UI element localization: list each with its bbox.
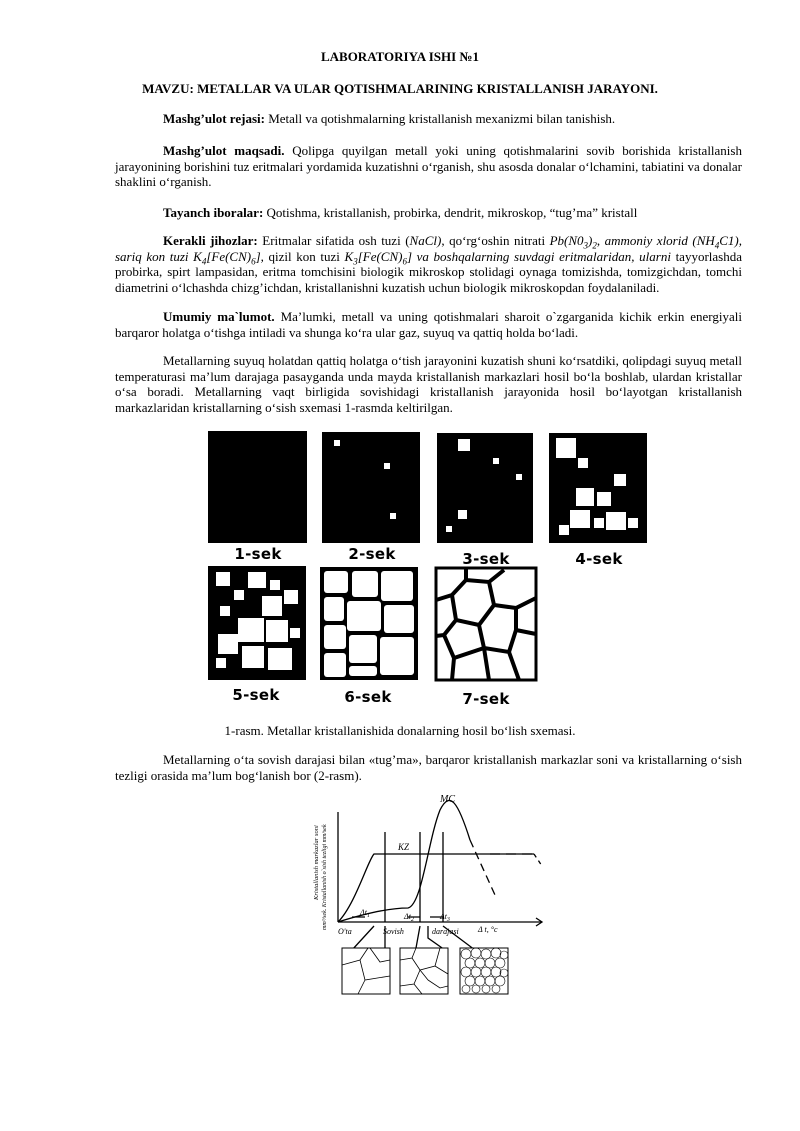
topic-title: MAVZU: METALLAR VA ULAR QOTISHMALARINING KRISTALLANISH JARAYONI.: [142, 81, 658, 96]
kz-curve: [338, 854, 534, 922]
stage-label-3: 3-sek: [462, 550, 510, 568]
umumiy-paragraph: [115, 309, 742, 340]
dt3-text: Δt: [440, 912, 447, 921]
tayanch-label: Tayanch iboralar:: [163, 205, 264, 220]
figure-1-caption: 1-rasm. Metallar kristallanishida donalarning hosil boʻlish sxemasi.: [224, 723, 576, 738]
formula-nacl: NaCl): [409, 233, 442, 248]
stage-5-panel: [208, 566, 306, 680]
stage-label-2: 2-sek: [348, 545, 396, 563]
formula-sariq-sub1: 4: [201, 256, 207, 267]
lab-title: LABORATORIYA ISHI №1: [320, 49, 480, 64]
formula-pb-a: Pb(N0: [549, 233, 584, 248]
jihozlar-text-5: qizil kon tuzi: [263, 248, 345, 264]
jihozlar-label: Kerakli jihozlar:: [163, 233, 258, 248]
formula-sariq-sub2: 6: [251, 256, 256, 267]
formula-pb-b: ): [588, 233, 593, 248]
formula-qizil-c: ] va boshqalarning suvdagi eritmalaridan, ularni: [406, 248, 671, 264]
formula-pb-sub1: 3: [583, 240, 589, 251]
grain-coarse: [342, 948, 390, 994]
formula-sariq: [115, 248, 264, 267]
formula-amm-a: ammoniy xlorid (NH: [604, 233, 715, 248]
stage-label-6: 6-sek: [344, 688, 392, 706]
x-label-sovish: Sovish: [383, 927, 404, 936]
x-label-dt: Δ t, °c: [478, 925, 498, 934]
formula-sariq-b: [Fe(CN): [206, 248, 252, 264]
stage-label-1: 1-sek: [234, 545, 282, 563]
grain-fine: [460, 948, 508, 994]
grain-medium: [400, 948, 448, 994]
stage-3-panel: [437, 433, 533, 543]
stage-4-panel: [549, 433, 647, 543]
stage-1-panel: [208, 431, 307, 543]
formula-pb: [549, 233, 597, 251]
jihozlar-paragraph: [115, 233, 742, 295]
formula-amm-b: C1),: [719, 233, 743, 248]
stage-7-panel: [436, 568, 536, 680]
formula-qizil: [344, 248, 671, 267]
jihozlar-text-2: , qoʻrgʻoshin nitrati: [441, 233, 550, 248]
x-label-darajasi: darajasi: [432, 927, 459, 936]
umumiy-text: Ma’lumki, metall va uning qotishmalari sharoit o`zgarganida kichik erkin energiyali barqaror holatga oʻtishga intiladi va shunga koʻra ular gaz, suyuq va qattiq holda boʻladi.: [115, 309, 743, 340]
formula-amm-sub: 4: [714, 240, 720, 251]
dt1-text: Δt: [360, 908, 367, 917]
maqsad-paragraph: [115, 143, 742, 190]
label-mc: MC: [440, 794, 455, 805]
maqsad-text: Qolipga quyilgan metall yoki uning qotishmalarini sovib borishida kristallanish jarayonining borishini tuz eritmalari yordamida kuzatishni oʻrganish, shu asosda donalar oʻlchamini, tabiatini va donalar shaklini oʻrganish.: [115, 143, 742, 189]
formula-qizil-a: K: [344, 248, 354, 264]
y-label-line2: mm³/sek. Kristallanish o`sish tezligi mm/sek: [322, 824, 328, 930]
stage-6-panel: [320, 567, 418, 680]
jihozlar-text-6: tayyorlashda probirka, spirt lampasidan, eritma tomchisini biologik mikroskop stolidagi oynaga tomizishda, tomizgichdan, tomchi diametrini oʻlchashda chizg’ichdan, kristallanishni kuzatish uchun biologik mikroskopdan foydalaniladi.: [115, 248, 742, 295]
figure-2-graph: [310, 790, 550, 1000]
dt3-sub: 3: [446, 917, 450, 923]
reja-label: Mashg’ulot rejasi:: [163, 111, 265, 126]
x-label-ota: O'ta: [338, 927, 352, 936]
figure-1-crystallization-stages: [204, 430, 594, 710]
formula-qizil-sub1: 3: [353, 256, 358, 267]
suyuq-paragraph: Metallarning suyuq holatdan qattiq holatga oʻtish jarayonini kuzatish shuni koʻrsatdiki, qolipdagi suyuq metall temperaturasi ma’lum darajaga pasayganda unda mayda kristallanish markazlari hosil boʻla boshlab, ulardan kristallar oʻsa boradi. Metallarning vaqt birligida sovishidagi kristallanish jarayonida hosil boʻlayotgan kristallanish markazlaridan kristallarning oʻsish sxemasi 1-rasmda keltirilgan.: [115, 353, 742, 415]
stage-2-panel: [322, 432, 420, 543]
formula-ammoniy: [604, 233, 743, 251]
stage-label-5: 5-sek: [232, 686, 280, 704]
stage-label-4: 4-sek: [575, 550, 623, 568]
label-dt2: [403, 912, 414, 923]
formula-sariq-c: ],: [255, 248, 264, 264]
reja-text: Metall va qotishmalarning kristallanish mexanizmi bilan tanishish.: [264, 111, 616, 126]
reja-paragraph: [115, 111, 742, 127]
tayanch-text: Qotishma, kristallanish, probirka, dendrit, mikroskop, “tug’ma” kristall: [263, 205, 638, 220]
label-kz: KZ: [398, 842, 410, 852]
umumiy-label: Umumiy ma`lumot.: [163, 309, 275, 324]
label-dt3: [439, 912, 450, 923]
mc-curve: [338, 800, 470, 922]
dt2-text: Δt: [404, 912, 411, 921]
formula-pb-sub2: 2: [592, 240, 597, 251]
jihozlar-text-1: Eritmalar sifatida osh tuzi (: [257, 233, 410, 248]
maqsad-label: Mashg’ulot maqsadi.: [163, 143, 285, 158]
formula-qizil-b: [Fe(CN): [357, 248, 403, 264]
sovish-paragraph: Metallarning oʻta sovish darajasi bilan «tug’ma», barqaror kristallanish markazlar soni va kristallarning oʻsish tezligi orasida ma’lum bog‘lanish bor (2-rasm).: [115, 752, 742, 783]
tayanch-paragraph: [115, 205, 742, 221]
dt1-sub: 1: [366, 913, 370, 919]
formula-sariq-a: sariq kon tuzi K: [115, 248, 202, 264]
y-label-line1: Kristallanish markazlar soni: [313, 825, 320, 900]
stage-label-7: 7-sek: [462, 690, 510, 708]
jihozlar-text-3: ,: [596, 233, 605, 248]
dt2-sub: 2: [410, 917, 414, 923]
formula-qizil-sub2: 6: [402, 256, 407, 267]
